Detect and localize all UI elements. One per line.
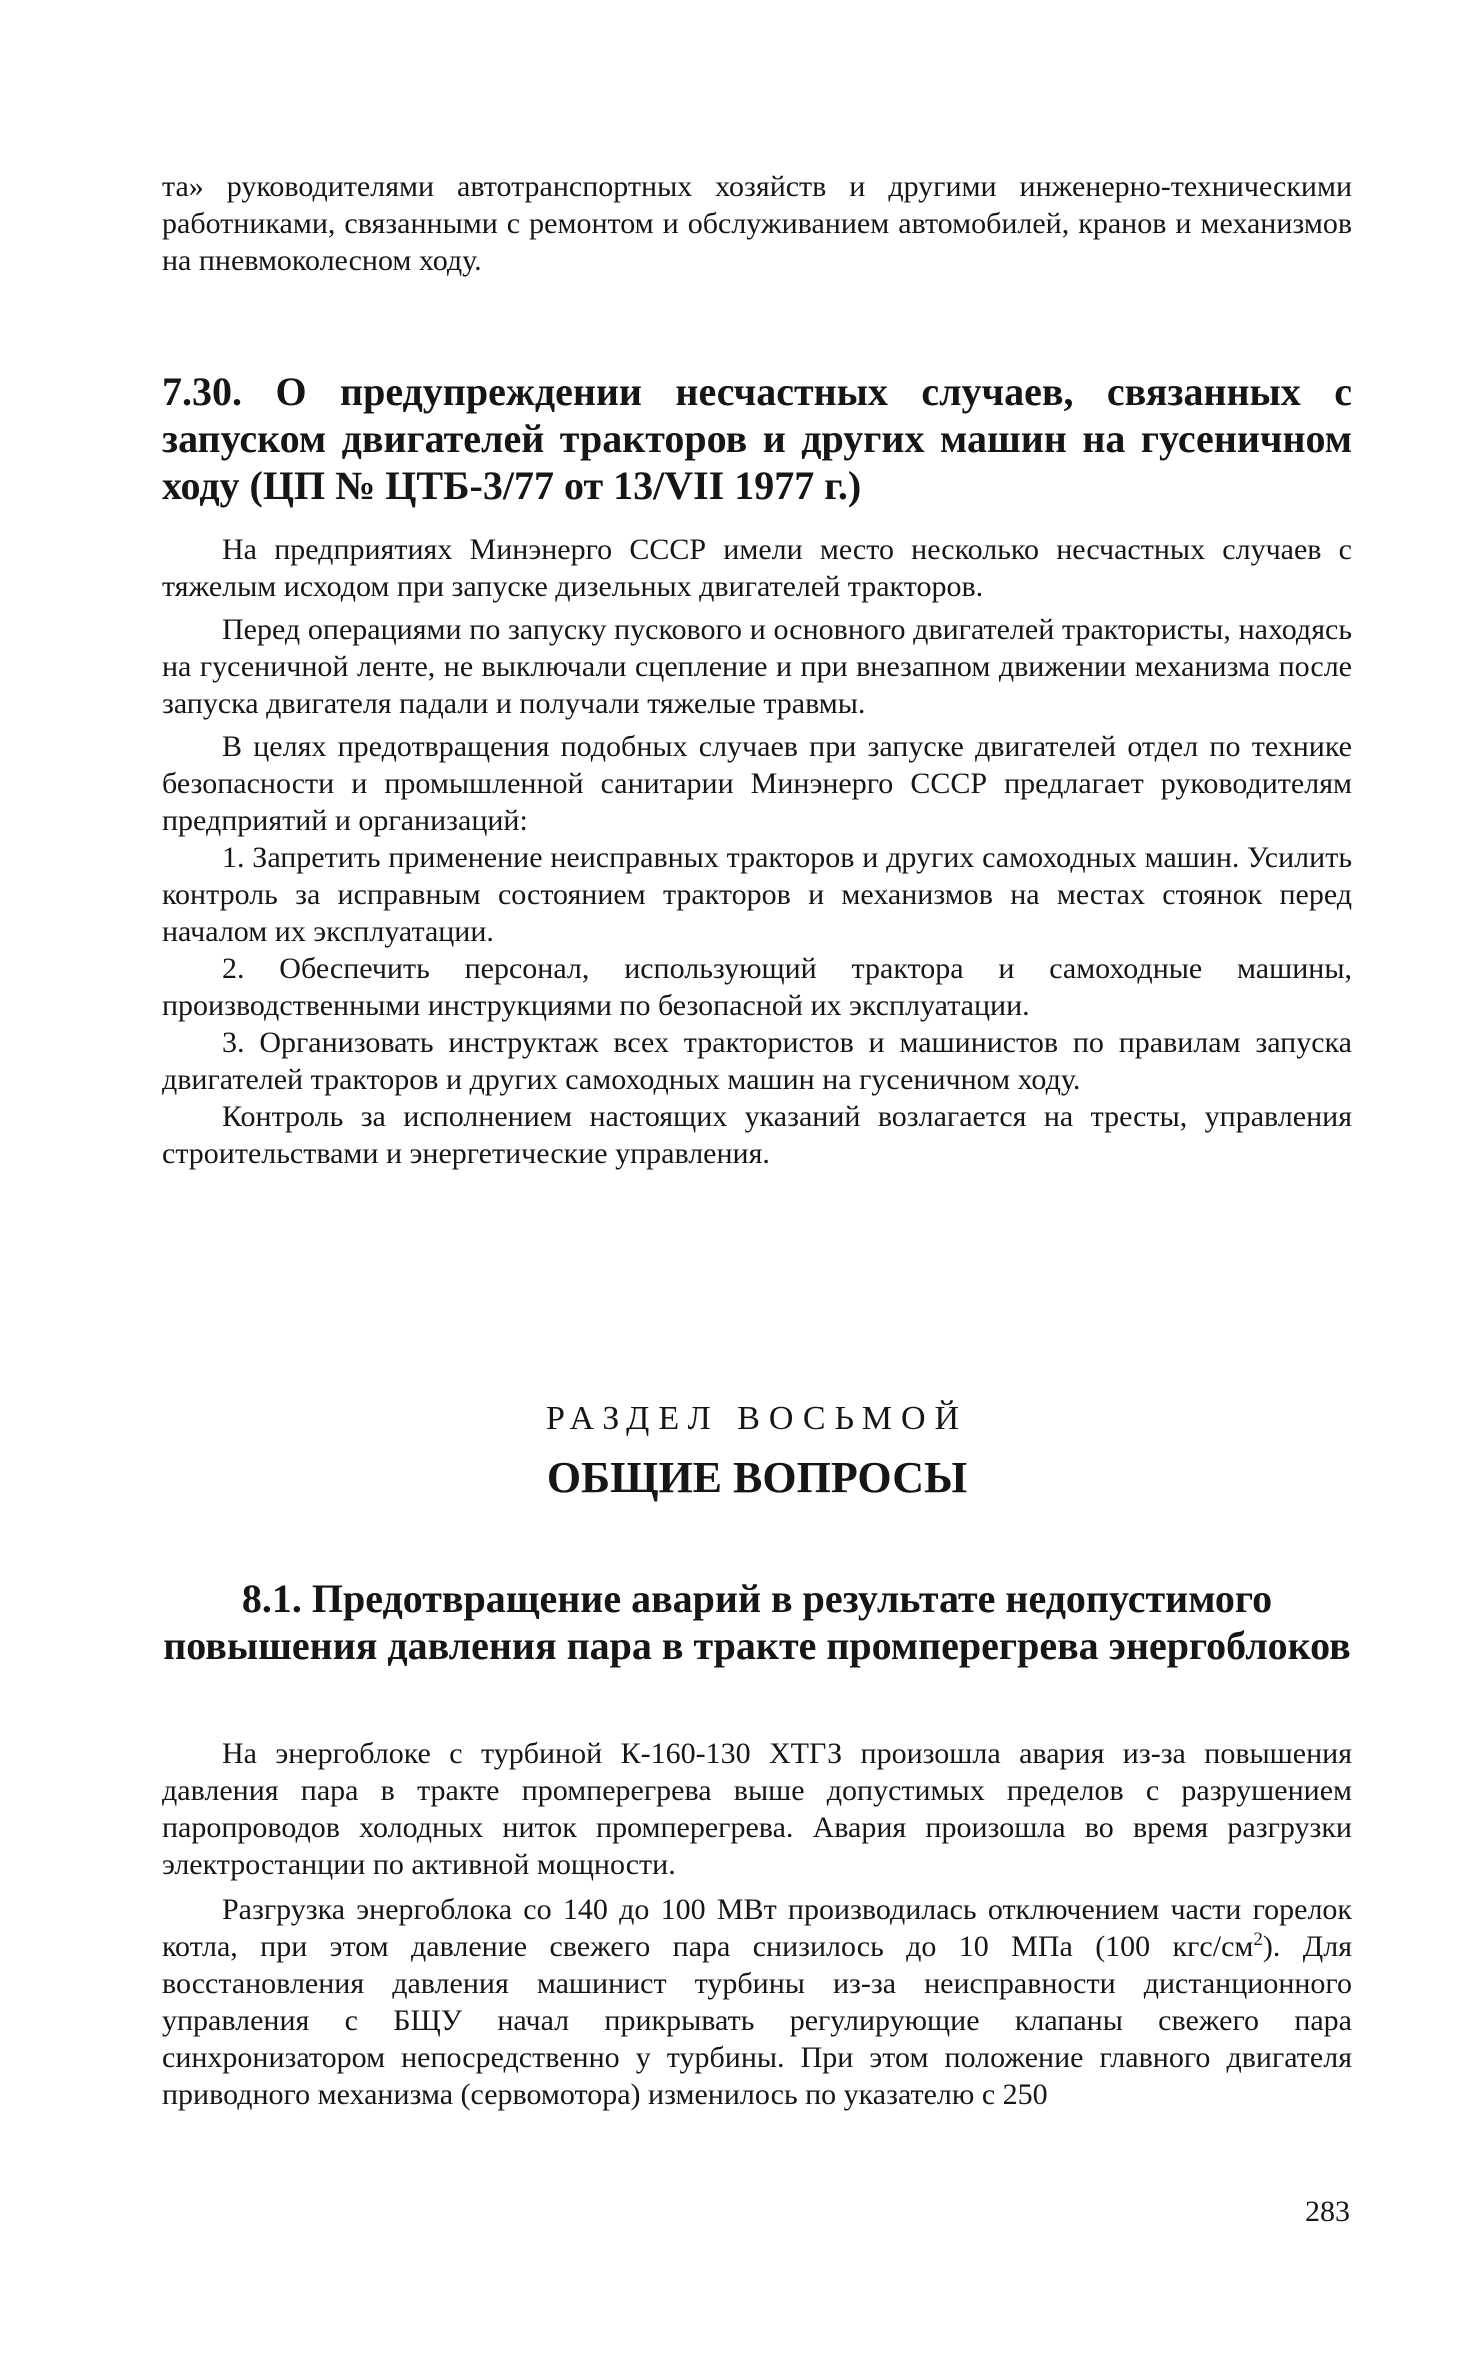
part-title: ОБЩИЕ ВОПРОСЫ bbox=[546, 1453, 968, 1502]
list-item-1: 1. Запретить применение неисправных тракторов и других самоходных машин. Усилить контроль за исправным состоянием тракторов и механизмов на местах стоянок перед началом их эксплуатации. bbox=[162, 841, 1352, 948]
section-7-30-body bbox=[162, 531, 1352, 1172]
top-fragment-block bbox=[162, 168, 1352, 279]
text-fragment: ). Для восстановления давления машинист турбины из-за неисправности дистанционного управления с БЩУ начал прикрывать регулирующие клапаны свежего пара синхронизатором непосредственно у турбины. При этом положение главного двигателя приводного механизма (сервомотора) изменилось по указателю с 250 bbox=[162, 1930, 1352, 2111]
superscript: 2 bbox=[1253, 1929, 1263, 1950]
paragraph: На энергоблоке с турбиной К-160-130 ХТГЗ произошла авария из-за повышения давления пара в тракте промперегрева выше допустимых пределов с разрушением паропроводов холодных ниток промперегрева. Авария произошла во время разгрузки электростанции по активной мощности. bbox=[162, 1737, 1352, 1881]
paragraph: Перед операциями по запуску пускового и основного двигателей трактористы, находясь на гусеничной ленте, не выключали сцепление и при внезапном движении механизма после запуска двигателя падали и получали тяжелые травмы. bbox=[162, 613, 1352, 720]
list-item-3: 3. Организовать инструктаж всех трактористов и машинистов по правилам запуска двигателей тракторов и других самоходных машин на гусеничном ходу. bbox=[162, 1026, 1352, 1096]
text-fragment: Разгрузка энергоблока со 140 до 100 МВт производилась отключением части горелок котла, при этом давление свежего пара снизилось до 10 МПа (100 кгс/см bbox=[162, 1893, 1352, 1963]
section-8-1-body bbox=[162, 1735, 1352, 2113]
paragraph bbox=[162, 1891, 1352, 2113]
paragraph: На предприятиях Минэнерго СССР имели место несколько несчастных случаев с тяжелым исходом при запуске дизельных двигателей тракторов. bbox=[162, 533, 1352, 603]
paragraph: В целях предотвращения подобных случаев при запуске двигателей отдел по технике безопасности и промышленной санитарии Минэнерго СССР предлагает руководителям предприятий и организаций: bbox=[162, 730, 1352, 837]
list-item-2: 2. Обеспечить персонал, использующий трактора и самоходные машины, производственными инструкциями по безопасной их эксплуатации. bbox=[162, 952, 1352, 1022]
section-7-30 bbox=[162, 368, 1352, 509]
section-8-1-heading: 8.1. Предотвращение аварий в результате недопустимого повышения давления пара в тракте промперегрева энергоблоков bbox=[163, 1576, 1351, 1668]
part-header bbox=[162, 1400, 1352, 1503]
page-number: 283 bbox=[1305, 2195, 1350, 2228]
paragraph: Контроль за исполнением настоящих указаний возлагается на тресты, управления строительствами и энергетические управления. bbox=[162, 1100, 1352, 1170]
part-label: РАЗДЕЛ ВОСЬМОЙ bbox=[545, 1400, 969, 1437]
section-7-30-heading: 7.30. О предупреждении несчастных случаев, связанных с запуском двигателей тракторов и других машин на гусеничном ходу (ЦП № ЦТБ-3/77 от 13/VII 1977 г.) bbox=[162, 369, 1352, 508]
section-8-1 bbox=[162, 1575, 1352, 1669]
paragraph-top-fragment: та» руководителями автотранспортных хозяйств и другими инженерно-техническими работниками, связанными с ремонтом и обслуживанием автомобилей, кранов и механизмов на пневмоколесном ходу. bbox=[162, 170, 1352, 277]
